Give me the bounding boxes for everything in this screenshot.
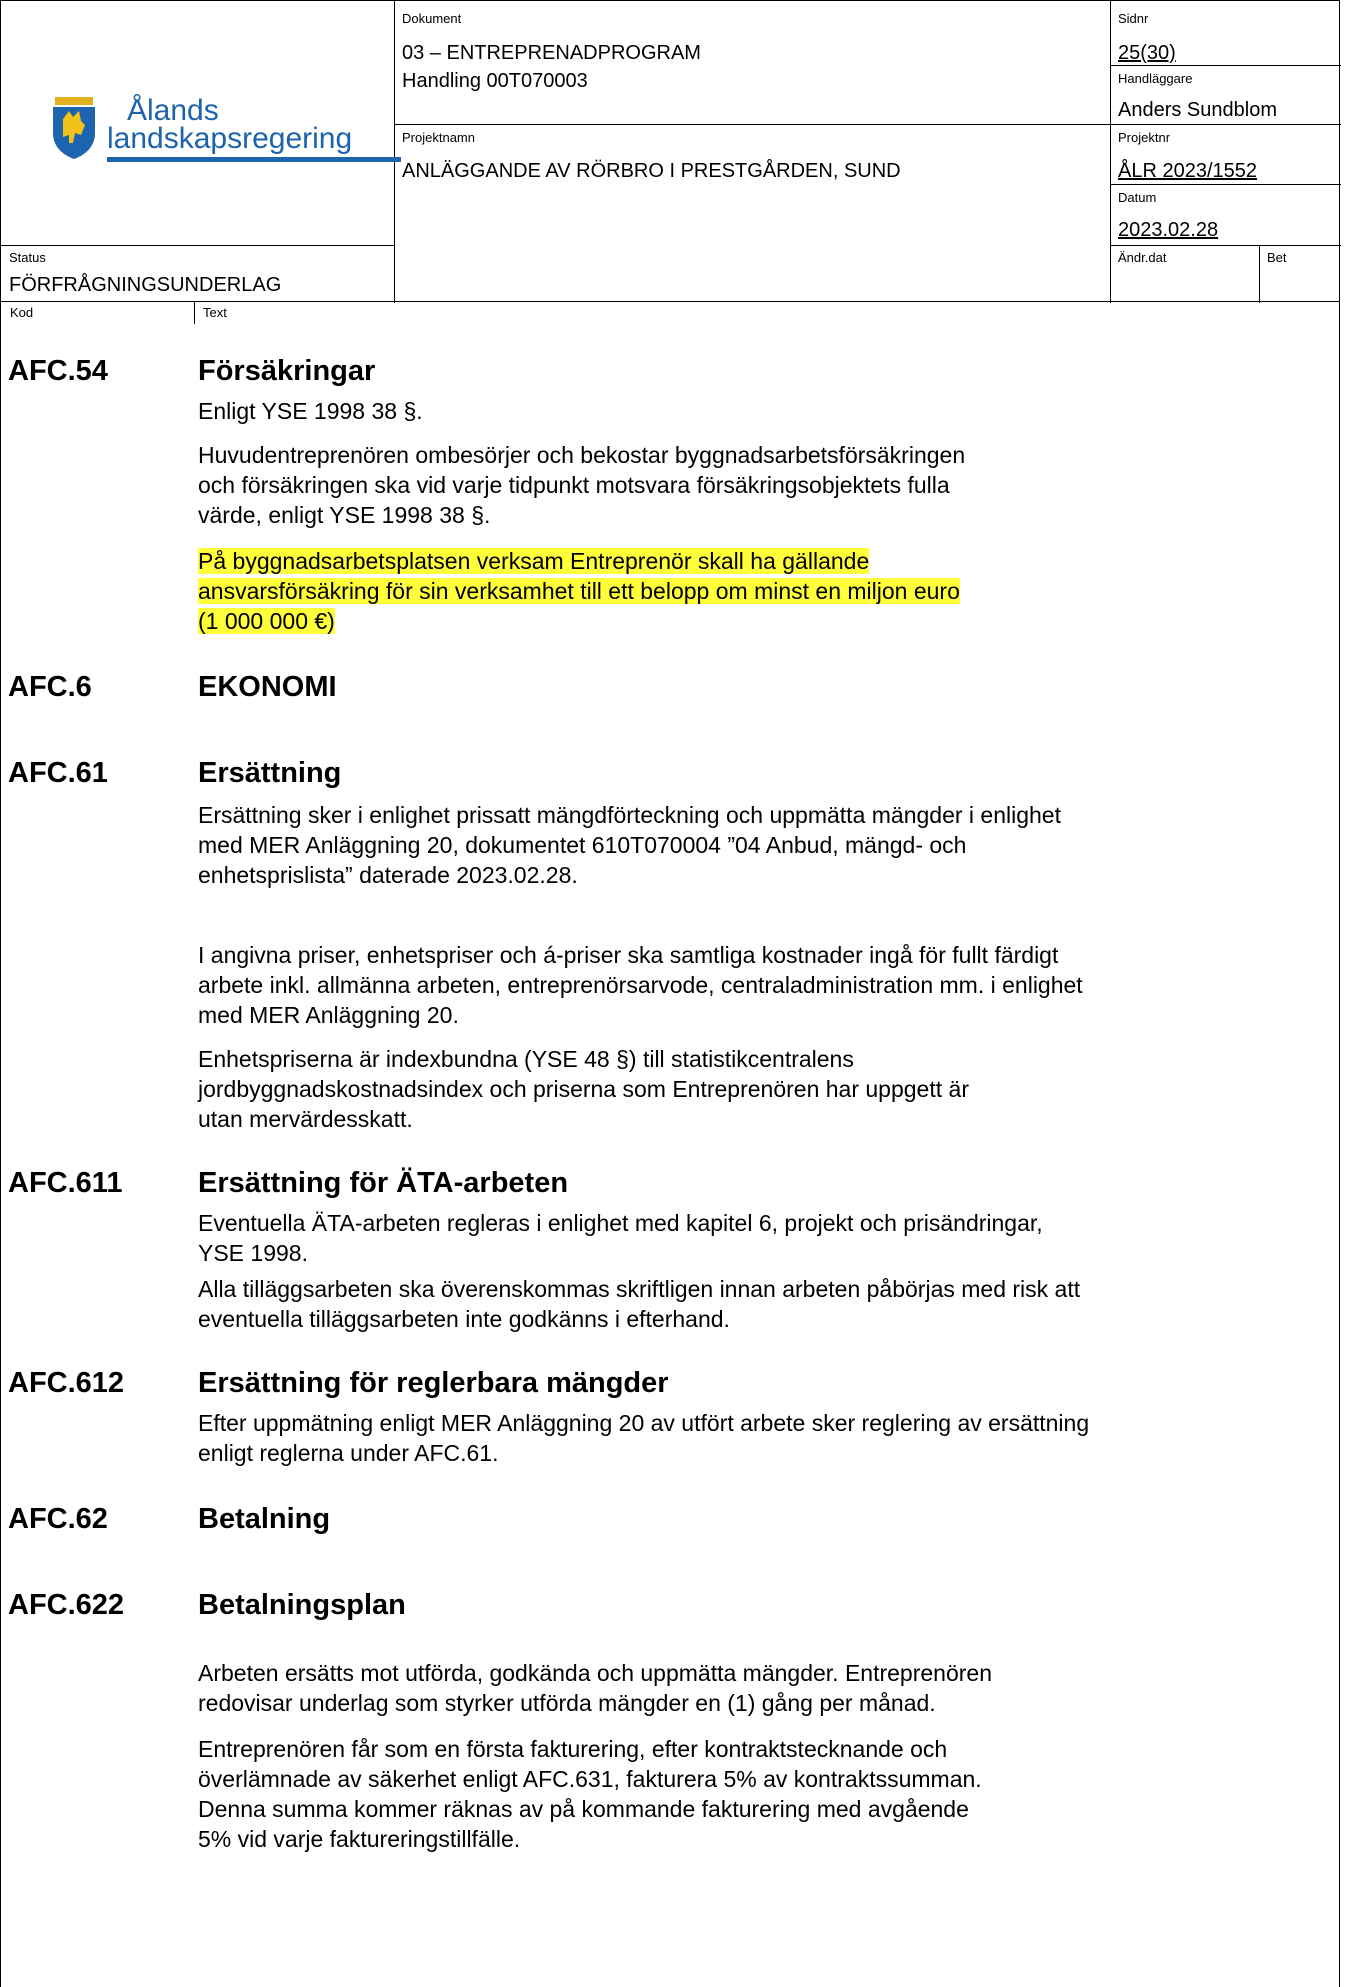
section-title-betalning: Betalning [198, 1503, 331, 1535]
projektnr-label: Projektnr [1118, 130, 1171, 145]
kod-label: Kod [10, 305, 34, 320]
document-header [0, 0, 1340, 302]
paragraph-line: Alla tilläggsarbeten ska överenskommas skriftligen innan arbeten påbörjas med risk att [198, 1276, 1081, 1302]
paragraph-line: Arbeten ersätts mot utförda, godkända och uppmätta mängder. Entreprenören [198, 1660, 992, 1686]
section-title-forsakringar: Försäkringar [198, 355, 376, 387]
paragraph-line: enligt reglerna under AFC.61. [198, 1440, 499, 1466]
highlighted-text: På byggnadsarbetsplatsen verksam Entreprenör skall ha gällande [198, 548, 870, 574]
section-code-afc61: AFC.61 [8, 757, 108, 789]
status-label: Status [9, 250, 46, 265]
section-code-afc611: AFC.611 [8, 1167, 123, 1199]
paragraph-line: Denna summa kommer räknas av på kommande fakturering med avgående [198, 1796, 969, 1822]
text-label: Text [203, 305, 227, 320]
highlighted-text: ansvarsförsäkring för sin verksamhet till ett belopp om minst en miljon euro [198, 578, 960, 604]
dokument-value-line1: 03 – ENTREPRENADPROGRAM [402, 42, 701, 64]
datum-label: Datum [1118, 190, 1157, 205]
section-title-ekonomi: EKONOMI [198, 671, 337, 703]
paragraph-line: eventuella tilläggsarbeten inte godkänns i efterhand. [198, 1306, 730, 1332]
section-title-ata-arbeten: Ersättning för ÄTA-arbeten [198, 1167, 569, 1199]
coat-of-arms-icon [49, 97, 99, 159]
logo-text-line2: landskapsregering [107, 122, 353, 155]
section-code-afc62: AFC.62 [8, 1503, 108, 1535]
paragraph-line: YSE 1998. [198, 1240, 308, 1266]
paragraph-line: Enhetspriserna är indexbundna (YSE 48 §) till statistikcentralens [198, 1046, 854, 1072]
paragraph-line: utan mervärdesskatt. [198, 1106, 413, 1132]
section-code-afc6: AFC.6 [8, 671, 92, 703]
section-title-ersattning: Ersättning [198, 757, 342, 789]
andrdat-label: Ändr.dat [1118, 250, 1167, 265]
paragraph: Enligt YSE 1998 38 §. [198, 398, 423, 424]
status-value: FÖRFRÅGNINGSUNDERLAG [9, 274, 282, 296]
paragraph-line: 5% vid varje faktureringstillfälle. [198, 1826, 521, 1852]
sidnr-value: 25(30) [1118, 42, 1176, 64]
paragraph-line: Huvudentreprenören ombesörjer och bekostar byggnadsarbetsförsäkringen [198, 442, 966, 468]
projektnamn-value: ANLÄGGANDE AV RÖRBRO I PRESTGÅRDEN, SUND [402, 160, 901, 182]
paragraph-line: enhetsprislista” daterade 2023.02.28. [198, 862, 578, 888]
paragraph-line: I angivna priser, enhetspriser och á-priser ska samtliga kostnader ingå för fullt färdigt [198, 942, 1059, 968]
paragraph-line: Efter uppmätning enligt MER Anläggning 20 av utfört arbete sker reglering av ersättning [198, 1410, 1090, 1436]
section-code-afc622: AFC.622 [8, 1589, 125, 1621]
highlighted-paragraph-line [198, 576, 1328, 606]
highlighted-text: (1 000 000 €) [198, 608, 335, 634]
paragraph-line: Ersättning sker i enlighet prissatt mängdförteckning och uppmätta mängder i enlighet [198, 802, 1061, 828]
paragraph-line: och försäkringen ska vid varje tidpunkt motsvara försäkringsobjektets fulla [198, 472, 950, 498]
section-title-betalningsplan: Betalningsplan [198, 1589, 406, 1621]
highlighted-paragraph-line [198, 606, 1328, 636]
section-title-reglerbara-mangder: Ersättning för reglerbara mängder [198, 1367, 669, 1399]
paragraph-line: Entreprenören får som en första fakturering, efter kontraktstecknande och [198, 1736, 948, 1762]
projektnamn-label: Projektnamn [402, 130, 475, 145]
section-code-afc612: AFC.612 [8, 1367, 125, 1399]
logo-underline [107, 157, 401, 162]
paragraph-line: jordbyggnadskostnadsindex och priserna som Entreprenören har uppgett är [198, 1076, 969, 1102]
bet-label: Bet [1267, 250, 1287, 265]
paragraph-line: värde, enligt YSE 1998 38 §. [198, 502, 491, 528]
dokument-label: Dokument [402, 11, 462, 26]
paragraph-line: med MER Anläggning 20. [198, 1002, 459, 1028]
logo-text-line1: Ålands [127, 94, 219, 127]
projektnr-value: ÅLR 2023/1552 [1118, 160, 1258, 182]
paragraph-line: arbete inkl. allmänna arbeten, entreprenörsarvode, centraladministration mm. i enlighet [198, 972, 1083, 998]
paragraph-line: Eventuella ÄTA-arbeten regleras i enlighet med kapitel 6, projekt och prisändringar, [198, 1210, 1043, 1236]
dokument-value-line2: Handling 00T070003 [402, 70, 588, 92]
paragraph-line: överlämnade av säkerhet enligt AFC.631, fakturera 5% av kontraktssumman. [198, 1766, 982, 1792]
paragraph-line: med MER Anläggning 20, dokumentet 610T070004 ”04 Anbud, mängd- och [198, 832, 967, 858]
highlighted-paragraph-line [198, 546, 1328, 576]
sidnr-label: Sidnr [1118, 11, 1149, 26]
datum-value: 2023.02.28 [1118, 219, 1219, 241]
alands-landskapsregering-logo [49, 94, 359, 177]
handlaggare-value: Anders Sundblom [1118, 99, 1277, 121]
section-code-afc54: AFC.54 [8, 355, 108, 387]
handlaggare-label: Handläggare [1118, 71, 1193, 86]
kod-text-row [0, 302, 1340, 324]
paragraph-line: redovisar underlag som styrker utförda mängder en (1) gång per månad. [198, 1690, 936, 1716]
